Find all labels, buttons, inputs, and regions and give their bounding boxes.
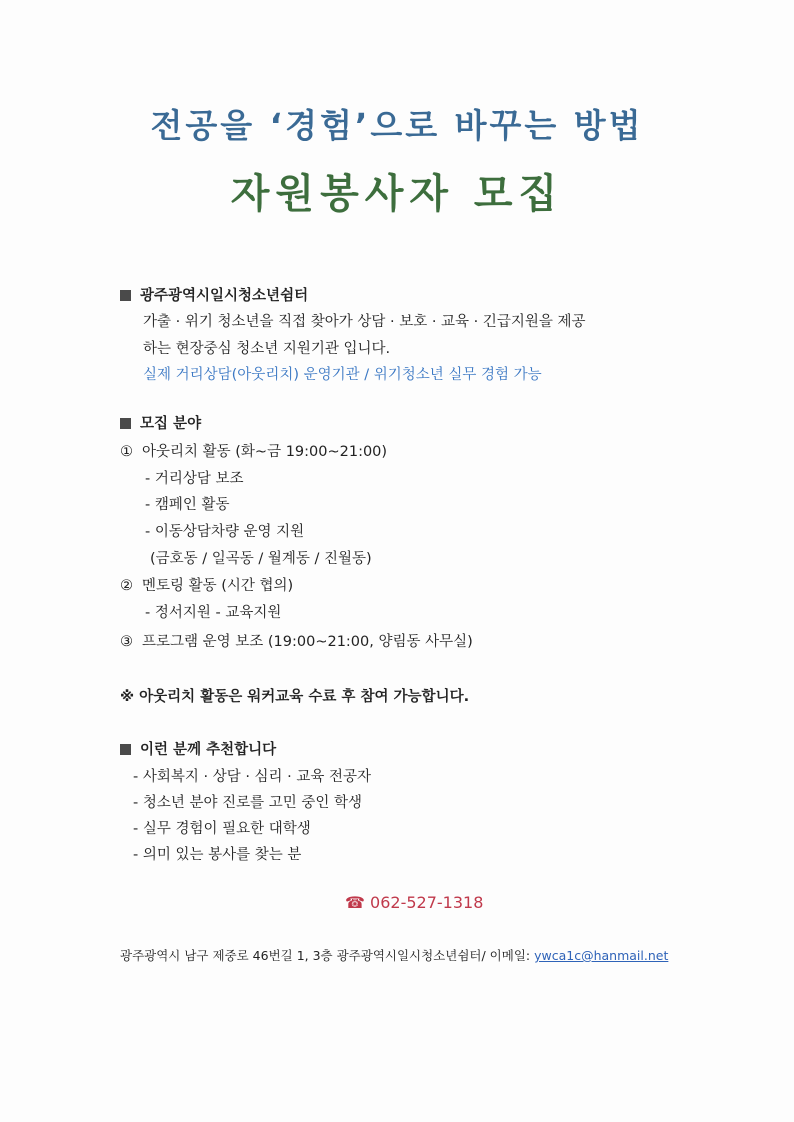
center-desc-1: 가출 · 위기 청소년을 직접 찾아가 상담 · 보호 · 교육 · 긴급지원을 제공 <box>143 314 586 330</box>
field-item-2-sub: - 정서지원 - 교육지원 <box>145 605 282 621</box>
field-item-2-label: 멘토링 활동 (시간 협의) <box>142 578 294 594</box>
recommend-item-1: - 사회복지 · 상담 · 심리 · 교육 전공자 <box>133 769 372 785</box>
center-highlight: 실제 거리상담(아웃리치) 운영기관 / 위기청소년 실무 경험 가능 <box>143 367 542 383</box>
notice: ※ 아웃리치 활동은 워커교육 수료 후 참여 가능합니다. <box>120 689 470 705</box>
phone-row <box>345 893 483 913</box>
field-item-1 <box>120 442 387 462</box>
field-item-3-label: 프로그램 운영 보조 (19:00~21:00, 양림동 사무실) <box>142 634 473 650</box>
recommend-heading: 이런 분께 추천합니다 <box>140 742 277 758</box>
recommend-item-3: - 실무 경험이 필요한 대학생 <box>133 821 311 837</box>
circled-number-2: ② <box>120 578 133 594</box>
phone-number: 062-527-1318 <box>370 893 484 912</box>
square-bullet-icon <box>120 290 131 301</box>
recommend-item-2: - 청소년 분야 진로를 고민 중인 학생 <box>133 795 362 811</box>
center-heading: 광주광역시일시청소년쉼터 <box>140 288 309 304</box>
field-item-3 <box>120 632 473 652</box>
circled-number-3: ③ <box>120 634 133 650</box>
square-bullet-icon <box>120 744 131 755</box>
center-desc-2: 하는 현장중심 청소년 지원기관 입니다. <box>143 341 391 357</box>
square-bullet-icon <box>120 418 131 429</box>
field-item-1-sub-3: - 이동상담차량 운영 지원 <box>145 524 305 540</box>
field-item-1-label: 아웃리치 활동 (화~금 19:00~21:00) <box>142 444 388 460</box>
field-item-2 <box>120 576 293 596</box>
fields-heading-row <box>120 414 201 434</box>
footer-email-link[interactable]: ywca1c@hanmail.net <box>534 948 669 963</box>
circled-number-1: ① <box>120 444 133 460</box>
field-item-1-sub-1: - 거리상담 보조 <box>145 471 244 487</box>
telephone-icon: ☎ <box>345 893 365 912</box>
recommend-item-4: - 의미 있는 봉사를 찾는 분 <box>133 847 302 863</box>
field-item-1-locations: (금호동 / 일곡동 / 월계동 / 진월동) <box>150 551 372 567</box>
fields-heading: 모집 분야 <box>140 416 202 432</box>
title-line-1: 전공을 ‘경험’으로 바꾸는 방법 <box>150 106 644 145</box>
footer <box>120 946 668 966</box>
title-line-2: 자원봉사자 모집 <box>230 171 564 217</box>
footer-address: 광주광역시 남구 제중로 46번길 1, 3층 광주광역시일시청소년쉼터/ 이메일: <box>120 948 535 963</box>
center-heading-row <box>120 286 308 306</box>
field-item-1-sub-2: - 캠페인 활동 <box>145 497 230 513</box>
recommend-heading-row <box>120 740 276 760</box>
